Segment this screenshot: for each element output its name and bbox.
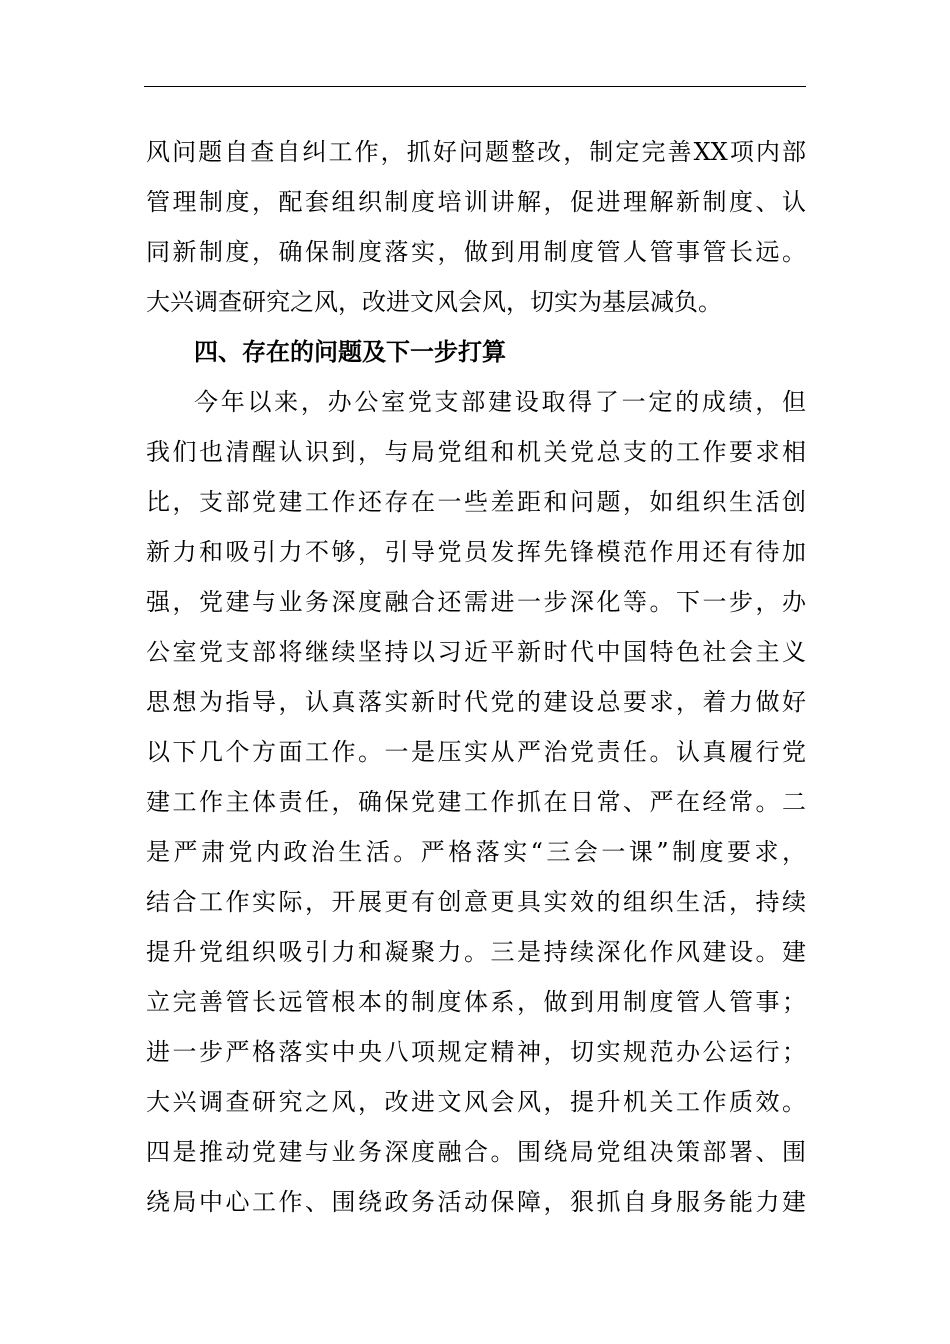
paragraph-line: 同新制度，确保制度落实，做到用制度管人管事管长远。 (146, 238, 806, 266)
paragraph-line: 提升党组织吸引力和凝聚力。三是持续深化作风建设。建 (146, 938, 806, 966)
paragraph-line: 风问题自查自纠工作，抓好问题整改，制定完善XX项内部 (146, 138, 806, 166)
section-heading: 四、存在的问题及下一步打算 (194, 338, 506, 366)
paragraph-line: 建工作主体责任，确保党建工作抓在日常、严在经常。二 (146, 788, 806, 816)
paragraph-line: 结合工作实际，开展更有创意更具实效的组织生活，持续 (146, 888, 806, 916)
paragraph-line: 管理制度，配套组织制度培训讲解，促进理解新制度、认 (146, 188, 806, 216)
paragraph-line: 强，党建与业务深度融合还需进一步深化等。下一步，办 (146, 588, 806, 616)
paragraph-line: 四是推动党建与业务深度融合。围绕局党组决策部署、围 (146, 1138, 806, 1166)
paragraph-line: 绕局中心工作、围绕政务活动保障，狠抓自身服务能力建 (146, 1188, 806, 1216)
paragraph-line: 大兴调查研究之风，改进文风会风，提升机关工作质效。 (146, 1088, 806, 1116)
paragraph-line: 我们也清醒认识到，与局党组和机关党总支的工作要求相 (146, 438, 806, 466)
paragraph-line: 新力和吸引力不够，引导党员发挥先锋模范作用还有待加 (146, 538, 806, 566)
paragraph-line: 以下几个方面工作。一是压实从严治党责任。认真履行党 (146, 738, 806, 766)
paragraph-line: 比，支部党建工作还存在一些差距和问题，如组织生活创 (146, 488, 806, 516)
paragraph-line: 公室党支部将继续坚持以习近平新时代中国特色社会主义 (146, 638, 806, 666)
paragraph-line: 今年以来，办公室党支部建设取得了一定的成绩，但 (194, 388, 806, 416)
header-rule (144, 86, 806, 87)
paragraph-line: 立完善管长远管根本的制度体系，做到用制度管人管事； (146, 988, 806, 1016)
paragraph-line: 进一步严格落实中央八项规定精神，切实规范办公运行； (146, 1038, 806, 1066)
paragraph-line: 是严肃党内政治生活。严格落实“三会一课”制度要求， (146, 838, 806, 866)
paragraph-line: 思想为指导，认真落实新时代党的建设总要求，着力做好 (146, 688, 806, 716)
paragraph-line: 大兴调查研究之风，改进文风会风，切实为基层减负。 (146, 288, 722, 316)
